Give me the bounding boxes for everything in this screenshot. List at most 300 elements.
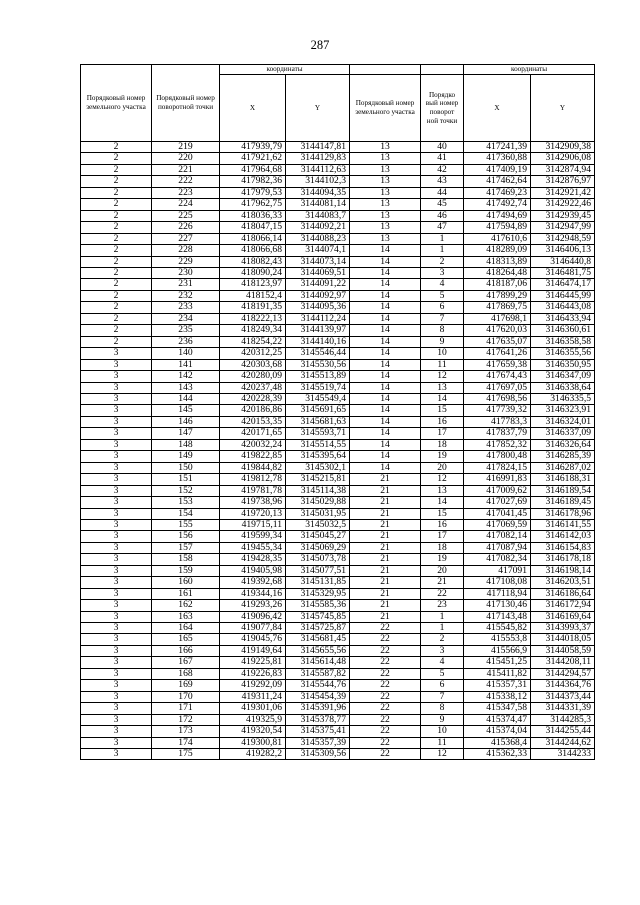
x-cell: 420153,35 (220, 416, 286, 427)
y-cell: 3144074,1 (286, 245, 350, 256)
y-right-cell: 3146186,64 (531, 588, 595, 599)
parcel-number-cell: 2 (81, 222, 152, 233)
parcel-number-right-cell: 14 (350, 451, 421, 462)
y-right-cell: 3146445,99 (531, 290, 595, 301)
x-right-cell: 417620,03 (464, 325, 531, 336)
x-right-cell: 417494,69 (464, 210, 531, 221)
parcel-number-cell: 2 (81, 245, 152, 256)
parcel-number-cell: 3 (81, 737, 152, 748)
table-row (81, 267, 595, 278)
y-right-cell: 3146285,39 (531, 451, 595, 462)
x-cell: 418152,4 (220, 290, 286, 301)
parcel-number-right-cell: 22 (350, 657, 421, 668)
parcel-number-cell: 3 (81, 508, 152, 519)
point-number-right-cell: 12 (421, 749, 464, 760)
x-cell: 419096,42 (220, 611, 286, 622)
x-cell: 417962,75 (220, 199, 286, 210)
parcel-number-right-cell: 22 (350, 749, 421, 760)
point-number-cell: 149 (152, 451, 220, 462)
parcel-number-cell: 3 (81, 428, 152, 439)
parcel-number-cell: 2 (81, 267, 152, 278)
y-right-cell: 3146360,61 (531, 325, 595, 336)
x-right-cell: 418313,89 (464, 256, 531, 267)
x-cell: 420186,86 (220, 405, 286, 416)
y-right-cell: 3146198,14 (531, 565, 595, 576)
point-number-cell: 155 (152, 519, 220, 530)
parcel-number-right-cell: 21 (350, 531, 421, 542)
x-cell: 419293,26 (220, 600, 286, 611)
header-point-number-right: Порядко вый номер поворот ной точки (421, 75, 464, 142)
table-row (81, 233, 595, 244)
x-cell: 419226,83 (220, 668, 286, 679)
parcel-number-cell: 3 (81, 393, 152, 404)
point-number-right-cell: 13 (421, 382, 464, 393)
x-right-cell: 415357,31 (464, 680, 531, 691)
point-number-cell: 228 (152, 245, 220, 256)
parcel-number-right-cell: 13 (350, 222, 421, 233)
x-cell: 420171,65 (220, 428, 286, 439)
point-number-cell: 227 (152, 233, 220, 244)
point-number-cell: 170 (152, 691, 220, 702)
point-number-right-cell: 16 (421, 416, 464, 427)
y-cell: 3145029,88 (286, 497, 350, 508)
parcel-number-cell: 2 (81, 336, 152, 347)
x-right-cell: 417800,48 (464, 451, 531, 462)
y-right-cell: 3146474,17 (531, 279, 595, 290)
point-number-cell: 163 (152, 611, 220, 622)
x-cell: 419455,34 (220, 542, 286, 553)
parcel-number-cell: 3 (81, 474, 152, 485)
point-number-right-cell: 6 (421, 680, 464, 691)
y-right-cell: 3146358,58 (531, 336, 595, 347)
x-right-cell: 415451,25 (464, 657, 531, 668)
y-cell: 3144081,14 (286, 199, 350, 210)
y-cell: 3145114,38 (286, 485, 350, 496)
parcel-number-right-cell: 14 (350, 325, 421, 336)
y-right-cell: 3146443,08 (531, 302, 595, 313)
point-number-right-cell: 7 (421, 691, 464, 702)
parcel-number-right-cell: 21 (350, 497, 421, 508)
x-cell: 418082,43 (220, 256, 286, 267)
x-right-cell: 417108,08 (464, 577, 531, 588)
table-row (81, 611, 595, 622)
y-right-cell: 3146347,09 (531, 371, 595, 382)
parcel-number-right-cell: 22 (350, 680, 421, 691)
header-parcel-number-right: Порядковый номер земельного участка (350, 75, 421, 142)
x-cell: 420280,09 (220, 371, 286, 382)
y-cell: 3145614,48 (286, 657, 350, 668)
x-cell: 419077,84 (220, 623, 286, 634)
table-row (81, 348, 595, 359)
table-row (81, 474, 595, 485)
table-row (81, 428, 595, 439)
header-point-number: Порядковый номер поворотной точки (152, 65, 220, 142)
y-cell: 3144112,63 (286, 164, 350, 175)
x-cell: 420228,39 (220, 393, 286, 404)
y-right-cell: 3146406,13 (531, 245, 595, 256)
y-right-cell: 3144233 (531, 749, 595, 760)
table-row (81, 645, 595, 656)
y-cell: 3145454,39 (286, 691, 350, 702)
y-cell: 3145546,44 (286, 348, 350, 359)
parcel-number-cell: 2 (81, 325, 152, 336)
x-right-cell: 415374,04 (464, 726, 531, 737)
x-cell: 420303,68 (220, 359, 286, 370)
point-number-cell: 152 (152, 485, 220, 496)
y-right-cell: 3142906,08 (531, 153, 595, 164)
parcel-number-right-cell: 14 (350, 462, 421, 473)
x-cell: 420312,25 (220, 348, 286, 359)
point-number-cell: 229 (152, 256, 220, 267)
header-coordinates: координаты (220, 65, 350, 75)
x-cell: 418036,33 (220, 210, 286, 221)
coordinates-table (80, 64, 595, 760)
parcel-number-right-cell: 22 (350, 703, 421, 714)
header-coordinates-right: координаты (464, 65, 595, 75)
x-right-cell: 417069,59 (464, 519, 531, 530)
y-right-cell: 3144331,39 (531, 703, 595, 714)
parcel-number-right-cell: 21 (350, 554, 421, 565)
table-row (81, 371, 595, 382)
table-row (81, 577, 595, 588)
y-right-cell: 3146178,18 (531, 554, 595, 565)
y-cell: 3145215,81 (286, 474, 350, 485)
point-number-cell: 164 (152, 623, 220, 634)
x-cell: 419301,06 (220, 703, 286, 714)
parcel-number-cell: 3 (81, 371, 152, 382)
y-right-cell: 3144364,76 (531, 680, 595, 691)
y-right-cell: 3142921,42 (531, 187, 595, 198)
table-row (81, 393, 595, 404)
x-right-cell: 415368,4 (464, 737, 531, 748)
y-cell: 3144129,83 (286, 153, 350, 164)
table-header (81, 65, 595, 142)
parcel-number-right-cell: 14 (350, 245, 421, 256)
x-right-cell: 417087,94 (464, 542, 531, 553)
y-cell: 3145530,56 (286, 359, 350, 370)
x-right-cell: 417783,3 (464, 416, 531, 427)
x-cell: 418254,22 (220, 336, 286, 347)
parcel-number-cell: 2 (81, 187, 152, 198)
parcel-number-cell: 3 (81, 623, 152, 634)
y-right-cell: 3144294,57 (531, 668, 595, 679)
y-right-cell: 3142947,99 (531, 222, 595, 233)
table-row (81, 325, 595, 336)
parcel-number-cell: 3 (81, 668, 152, 679)
parcel-number-right-cell: 13 (350, 210, 421, 221)
table-row (81, 726, 595, 737)
parcel-number-right-cell: 14 (350, 313, 421, 324)
y-cell: 3144112,24 (286, 313, 350, 324)
parcel-number-cell: 3 (81, 348, 152, 359)
table-row (81, 462, 595, 473)
y-cell: 3145073,78 (286, 554, 350, 565)
parcel-number-cell: 3 (81, 634, 152, 645)
x-right-cell: 417462,64 (464, 176, 531, 187)
point-number-cell: 174 (152, 737, 220, 748)
point-number-cell: 156 (152, 531, 220, 542)
table-row (81, 142, 595, 153)
parcel-number-cell: 2 (81, 290, 152, 301)
table-row (81, 749, 595, 760)
y-cell: 3144102,3 (286, 176, 350, 187)
y-cell: 3144139,97 (286, 325, 350, 336)
point-number-right-cell: 47 (421, 222, 464, 233)
parcel-number-right-cell: 21 (350, 474, 421, 485)
point-number-cell: 236 (152, 336, 220, 347)
point-number-right-cell: 22 (421, 588, 464, 599)
x-cell: 418047,15 (220, 222, 286, 233)
parcel-number-right-cell: 14 (350, 416, 421, 427)
point-number-right-cell: 5 (421, 668, 464, 679)
point-number-right-cell: 14 (421, 497, 464, 508)
point-number-cell: 143 (152, 382, 220, 393)
y-cell: 3144092,97 (286, 290, 350, 301)
table-row (81, 703, 595, 714)
point-number-cell: 169 (152, 680, 220, 691)
point-number-cell: 172 (152, 714, 220, 725)
point-number-cell: 162 (152, 600, 220, 611)
y-cell: 3145519,74 (286, 382, 350, 393)
table-row (81, 164, 595, 175)
parcel-number-cell: 3 (81, 657, 152, 668)
x-cell: 418249,34 (220, 325, 286, 336)
y-right-cell: 3144285,3 (531, 714, 595, 725)
y-cell: 3144095,36 (286, 302, 350, 313)
table-row (81, 657, 595, 668)
y-right-cell: 3146440,8 (531, 256, 595, 267)
table-row (81, 405, 595, 416)
table-row (81, 691, 595, 702)
y-cell: 3145587,82 (286, 668, 350, 679)
x-right-cell: 417594,89 (464, 222, 531, 233)
x-right-cell: 417143,48 (464, 611, 531, 622)
point-number-cell: 223 (152, 187, 220, 198)
x-right-cell: 417635,07 (464, 336, 531, 347)
parcel-number-cell: 3 (81, 680, 152, 691)
x-right-cell: 417041,45 (464, 508, 531, 519)
point-number-right-cell: 3 (421, 645, 464, 656)
parcel-number-cell: 2 (81, 153, 152, 164)
y-cell: 3145378,77 (286, 714, 350, 725)
x-right-cell: 417869,75 (464, 302, 531, 313)
parcel-number-right-cell: 13 (350, 187, 421, 198)
parcel-number-cell: 3 (81, 645, 152, 656)
parcel-number-cell: 3 (81, 703, 152, 714)
y-cell: 3144140,16 (286, 336, 350, 347)
parcel-number-right-cell: 14 (350, 405, 421, 416)
point-number-right-cell: 8 (421, 703, 464, 714)
y-cell: 3145725,87 (286, 623, 350, 634)
y-right-cell: 3146188,31 (531, 474, 595, 485)
table-row (81, 634, 595, 645)
point-number-right-cell: 11 (421, 359, 464, 370)
point-number-right-cell: 9 (421, 336, 464, 347)
table-row (81, 519, 595, 530)
parcel-number-cell: 3 (81, 497, 152, 508)
parcel-number-right-cell: 14 (350, 336, 421, 347)
x-right-cell: 417360,88 (464, 153, 531, 164)
y-right-cell: 3146350,95 (531, 359, 595, 370)
y-right-cell: 3146142,03 (531, 531, 595, 542)
x-cell: 419392,68 (220, 577, 286, 588)
table-body (81, 142, 595, 760)
y-right-cell: 3142874,94 (531, 164, 595, 175)
parcel-number-right-cell: 13 (350, 176, 421, 187)
parcel-number-cell: 3 (81, 611, 152, 622)
point-number-right-cell: 2 (421, 256, 464, 267)
y-right-cell: 3144058,59 (531, 645, 595, 656)
point-number-right-cell: 19 (421, 554, 464, 565)
point-number-cell: 165 (152, 634, 220, 645)
x-right-cell: 415566,9 (464, 645, 531, 656)
parcel-number-cell: 3 (81, 588, 152, 599)
x-cell: 419720,13 (220, 508, 286, 519)
x-right-cell: 415362,33 (464, 749, 531, 760)
point-number-cell: 230 (152, 267, 220, 278)
parcel-number-cell: 3 (81, 691, 152, 702)
table-row (81, 382, 595, 393)
x-right-cell: 417674,43 (464, 371, 531, 382)
y-right-cell: 3146189,54 (531, 485, 595, 496)
parcel-number-right-cell: 22 (350, 623, 421, 634)
table-row (81, 554, 595, 565)
point-number-right-cell: 13 (421, 485, 464, 496)
point-number-right-cell: 10 (421, 726, 464, 737)
y-cell: 3145031,95 (286, 508, 350, 519)
point-number-cell: 233 (152, 302, 220, 313)
point-number-cell: 168 (152, 668, 220, 679)
parcel-number-right-cell: 14 (350, 267, 421, 278)
point-number-right-cell: 42 (421, 164, 464, 175)
x-right-cell: 418289,09 (464, 245, 531, 256)
point-number-right-cell: 20 (421, 462, 464, 473)
x-right-cell: 417739,32 (464, 405, 531, 416)
parcel-number-cell: 3 (81, 359, 152, 370)
y-cell: 3144069,51 (286, 267, 350, 278)
table-row (81, 737, 595, 748)
parcel-number-right-cell: 22 (350, 645, 421, 656)
x-cell: 419311,24 (220, 691, 286, 702)
parcel-number-right-cell: 22 (350, 634, 421, 645)
parcel-number-right-cell: 14 (350, 348, 421, 359)
y-right-cell: 3146326,64 (531, 439, 595, 450)
parcel-number-right-cell: 13 (350, 164, 421, 175)
point-number-cell: 221 (152, 164, 220, 175)
x-right-cell: 417837,79 (464, 428, 531, 439)
x-right-cell: 418187,06 (464, 279, 531, 290)
y-cell: 3145745,85 (286, 611, 350, 622)
y-cell: 3145357,39 (286, 737, 350, 748)
y-right-cell: 3142948,59 (531, 233, 595, 244)
table-row (81, 176, 595, 187)
table-row (81, 497, 595, 508)
y-right-cell: 3146355,56 (531, 348, 595, 359)
point-number-cell: 158 (152, 554, 220, 565)
y-right-cell: 3146433,94 (531, 313, 595, 324)
x-right-cell: 415411,82 (464, 668, 531, 679)
y-cell: 3145375,41 (286, 726, 350, 737)
parcel-number-right-cell: 14 (350, 290, 421, 301)
parcel-number-cell: 3 (81, 405, 152, 416)
parcel-number-cell: 2 (81, 256, 152, 267)
parcel-number-right-cell: 21 (350, 508, 421, 519)
point-number-cell: 220 (152, 153, 220, 164)
point-number-cell: 226 (152, 222, 220, 233)
x-cell: 418066,68 (220, 245, 286, 256)
parcel-number-right-cell: 13 (350, 233, 421, 244)
table-row (81, 485, 595, 496)
point-number-cell: 154 (152, 508, 220, 519)
point-number-right-cell: 10 (421, 348, 464, 359)
parcel-number-right-cell: 14 (350, 279, 421, 290)
table-row (81, 439, 595, 450)
point-number-cell: 175 (152, 749, 220, 760)
point-number-cell: 140 (152, 348, 220, 359)
point-number-cell: 144 (152, 393, 220, 404)
point-number-cell: 146 (152, 416, 220, 427)
point-number-right-cell: 7 (421, 313, 464, 324)
y-cell: 3145045,27 (286, 531, 350, 542)
point-number-right-cell: 2 (421, 634, 464, 645)
parcel-number-right-cell: 21 (350, 588, 421, 599)
parcel-number-right-cell: 13 (350, 142, 421, 153)
point-number-right-cell: 12 (421, 371, 464, 382)
parcel-number-right-cell: 21 (350, 565, 421, 576)
point-number-right-cell: 41 (421, 153, 464, 164)
x-cell: 419292,09 (220, 680, 286, 691)
x-cell: 419822,85 (220, 451, 286, 462)
point-number-right-cell: 1 (421, 611, 464, 622)
table-row (81, 714, 595, 725)
x-right-cell: 417659,38 (464, 359, 531, 370)
x-cell: 418066,14 (220, 233, 286, 244)
x-right-cell: 415553,8 (464, 634, 531, 645)
y-right-cell: 3146141,55 (531, 519, 595, 530)
header-parcel-number: Порядковый номер земельного участка (81, 65, 152, 142)
table-row (81, 210, 595, 221)
y-cell: 3144092,21 (286, 222, 350, 233)
point-number-right-cell: 6 (421, 302, 464, 313)
y-cell: 3145681,45 (286, 634, 350, 645)
point-number-cell: 160 (152, 577, 220, 588)
point-number-right-cell: 12 (421, 474, 464, 485)
point-number-right-cell: 46 (421, 210, 464, 221)
y-cell: 3145077,51 (286, 565, 350, 576)
parcel-number-right-cell: 13 (350, 199, 421, 210)
parcel-number-right-cell: 21 (350, 577, 421, 588)
parcel-number-right-cell: 21 (350, 519, 421, 530)
table-row (81, 565, 595, 576)
parcel-number-cell: 2 (81, 302, 152, 313)
y-cell: 3145514,55 (286, 439, 350, 450)
table-row (81, 279, 595, 290)
y-right-cell: 3144244,62 (531, 737, 595, 748)
x-cell: 420032,24 (220, 439, 286, 450)
point-number-right-cell: 18 (421, 439, 464, 450)
y-cell: 3145329,95 (286, 588, 350, 599)
point-number-cell: 235 (152, 325, 220, 336)
header-x: X (220, 75, 286, 142)
parcel-number-cell: 2 (81, 164, 152, 175)
table-row (81, 245, 595, 256)
point-number-right-cell: 15 (421, 405, 464, 416)
x-right-cell: 417009,62 (464, 485, 531, 496)
point-number-right-cell: 1 (421, 233, 464, 244)
x-cell: 417921,62 (220, 153, 286, 164)
x-right-cell: 417824,15 (464, 462, 531, 473)
point-number-right-cell: 14 (421, 393, 464, 404)
